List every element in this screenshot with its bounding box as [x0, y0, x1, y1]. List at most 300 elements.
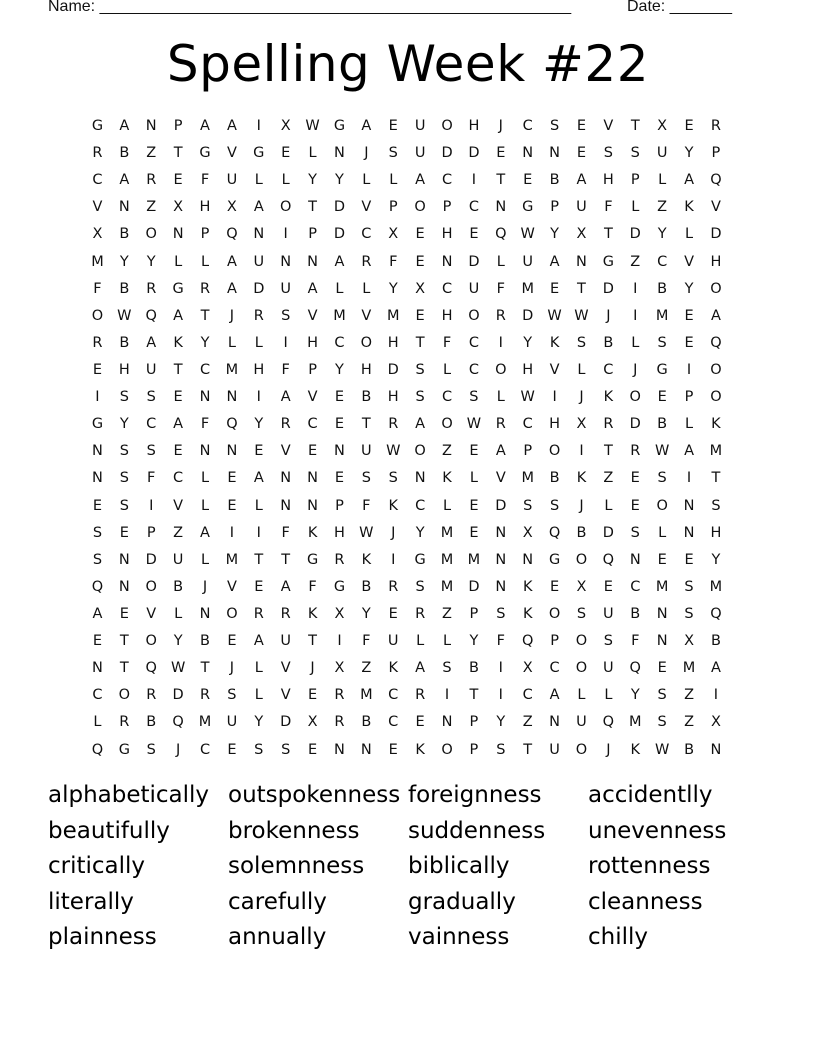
grid-letter[interactable]: I [95, 389, 100, 406]
grid-letter[interactable]: E [550, 280, 560, 297]
grid-letter[interactable]: H [199, 199, 211, 216]
grid-letter[interactable]: L [496, 253, 505, 270]
grid-letter[interactable]: L [469, 470, 478, 487]
grid-letter[interactable]: N [199, 605, 211, 622]
grid-letter[interactable]: X [710, 714, 721, 731]
grid-letter[interactable]: S [603, 145, 613, 162]
grid-letter[interactable]: J [391, 524, 396, 541]
grid-letter[interactable]: S [630, 145, 640, 162]
grid-letter[interactable]: Z [173, 524, 184, 541]
grid-letter[interactable]: Z [361, 660, 372, 677]
grid-letter[interactable]: E [469, 524, 479, 541]
grid-letter[interactable]: E [388, 605, 398, 622]
grid-letter[interactable]: D [333, 226, 346, 243]
grid-letter[interactable]: S [92, 551, 103, 568]
grid-letter[interactable]: E [657, 551, 667, 568]
grid-letter[interactable]: F [442, 334, 452, 351]
grid-letter[interactable]: D [333, 199, 346, 216]
grid-letter[interactable]: P [173, 118, 183, 134]
grid-letter[interactable]: H [441, 307, 453, 324]
grid-letter[interactable]: O [414, 199, 426, 216]
grid-letter[interactable]: V [226, 145, 237, 162]
grid-letter[interactable]: Q [602, 714, 615, 731]
grid-letter[interactable]: E [334, 470, 345, 487]
grid-letter[interactable]: I [686, 361, 692, 378]
grid-letter[interactable]: E [119, 524, 129, 541]
grid-letter[interactable]: F [362, 633, 371, 650]
grid-letter[interactable]: U [172, 551, 184, 568]
grid-letter[interactable]: P [469, 714, 479, 731]
grid-letter[interactable]: Y [254, 416, 264, 433]
grid-letter[interactable]: X [576, 578, 587, 595]
grid-letter[interactable]: Y [630, 687, 640, 704]
grid-letter[interactable]: T [415, 334, 425, 351]
grid-letter[interactable]: U [522, 253, 533, 270]
grid-letter[interactable]: O [548, 443, 561, 460]
grid-letter[interactable]: S [523, 497, 533, 514]
grid-letter[interactable]: C [199, 361, 211, 378]
grid-letter[interactable]: F [389, 253, 398, 270]
grid-letter[interactable]: N [334, 145, 345, 162]
grid-letter[interactable]: E [415, 714, 425, 731]
grid-letter[interactable]: O [441, 118, 453, 134]
grid-letter[interactable]: P [630, 172, 640, 189]
grid-letter[interactable]: D [280, 714, 292, 731]
grid-letter[interactable]: C [441, 389, 453, 406]
grid-letter[interactable]: N [495, 578, 507, 595]
grid-letter[interactable]: E [281, 145, 291, 162]
grid-letter[interactable]: P [335, 497, 344, 514]
grid-letter[interactable]: S [119, 497, 129, 514]
grid-letter[interactable]: I [579, 443, 584, 460]
grid-letter[interactable]: T [711, 470, 721, 487]
grid-letter[interactable]: F [604, 199, 613, 216]
grid-letter[interactable]: N [280, 253, 292, 270]
grid-letter[interactable]: A [710, 660, 721, 677]
grid-letter[interactable]: N [360, 741, 372, 758]
grid-letter[interactable]: E [92, 633, 103, 650]
grid-letter[interactable]: B [361, 714, 372, 731]
grid-letter[interactable]: R [280, 605, 291, 622]
grid-letter[interactable]: S [388, 145, 398, 162]
grid-letter[interactable]: F [496, 280, 505, 297]
grid-letter[interactable]: M [521, 470, 534, 487]
grid-letter[interactable]: E [227, 741, 237, 758]
grid-letter[interactable]: M [629, 714, 642, 731]
grid-letter[interactable]: H [549, 416, 561, 433]
grid-letter[interactable]: X [522, 660, 533, 677]
grid-letter[interactable]: I [391, 551, 396, 568]
grid-letter[interactable]: M [386, 307, 400, 324]
grid-letter[interactable]: Q [91, 578, 104, 595]
grid-letter[interactable]: K [307, 605, 318, 622]
grid-letter[interactable]: K [522, 605, 533, 622]
grid-letter[interactable]: L [362, 172, 371, 189]
grid-letter[interactable]: N [576, 253, 587, 270]
grid-letter[interactable]: I [633, 280, 638, 297]
grid-letter[interactable]: L [604, 497, 613, 514]
grid-letter[interactable]: X [92, 226, 103, 243]
grid-letter[interactable]: S [361, 470, 371, 487]
grid-letter[interactable]: E [92, 497, 103, 514]
grid-letter[interactable]: P [523, 443, 533, 460]
grid-letter[interactable]: H [334, 524, 345, 541]
grid-letter[interactable]: C [173, 470, 184, 487]
grid-letter[interactable]: M [655, 307, 669, 324]
grid-letter[interactable]: L [362, 280, 371, 297]
grid-letter[interactable]: B [468, 660, 479, 677]
grid-letter[interactable]: T [308, 633, 317, 650]
grid-letter[interactable]: X [576, 226, 587, 243]
grid-letter[interactable]: R [361, 253, 372, 270]
grid-letter[interactable]: J [633, 361, 638, 378]
grid-letter[interactable]: A [576, 172, 587, 189]
grid-letter[interactable]: M [521, 280, 534, 297]
grid-letter[interactable]: A [280, 578, 291, 595]
grid-letter[interactable]: P [308, 226, 317, 243]
grid-letter[interactable]: N [629, 551, 641, 568]
grid-letter[interactable]: I [283, 334, 288, 351]
grid-letter[interactable]: Y [550, 226, 560, 243]
grid-letter[interactable]: O [360, 334, 373, 351]
grid-letter[interactable]: Z [684, 687, 694, 704]
grid-letter[interactable]: Y [200, 334, 210, 351]
grid-letter[interactable]: R [495, 307, 506, 324]
grid-letter[interactable]: R [334, 714, 345, 731]
grid-letter[interactable]: N [118, 199, 130, 216]
grid-letter[interactable]: E [334, 389, 345, 406]
grid-letter[interactable]: X [684, 633, 694, 650]
grid-letter[interactable]: M [467, 551, 481, 568]
grid-letter[interactable]: N [226, 389, 238, 406]
grid-letter[interactable]: S [281, 307, 291, 324]
grid-letter[interactable]: A [334, 253, 345, 270]
grid-letter[interactable]: L [684, 226, 694, 243]
grid-letter[interactable]: E [415, 253, 425, 270]
grid-letter[interactable]: V [710, 199, 721, 216]
grid-letter[interactable]: U [468, 280, 480, 297]
grid-letter[interactable]: S [119, 389, 129, 406]
grid-letter[interactable]: L [416, 633, 425, 650]
grid-letter[interactable]: L [577, 361, 586, 378]
grid-letter[interactable]: H [602, 172, 614, 189]
grid-letter[interactable]: N [172, 226, 184, 243]
grid-letter[interactable]: D [145, 551, 157, 568]
grid-letter[interactable]: S [496, 741, 506, 758]
grid-letter[interactable]: B [200, 633, 210, 650]
grid-letter[interactable]: Q [548, 524, 561, 541]
grid-letter[interactable]: W [305, 118, 320, 134]
grid-letter[interactable]: V [280, 443, 291, 460]
grid-letter[interactable]: U [414, 145, 426, 162]
grid-letter[interactable]: D [495, 497, 507, 514]
grid-letter[interactable]: E [307, 687, 318, 704]
grid-letter[interactable]: J [202, 578, 208, 595]
grid-letter[interactable]: K [603, 389, 614, 406]
grid-letter[interactable]: L [174, 253, 183, 270]
grid-letter[interactable]: E [254, 578, 264, 595]
grid-letter[interactable]: F [281, 361, 290, 378]
grid-letter[interactable]: E [684, 307, 694, 324]
grid-letter[interactable]: E [523, 172, 533, 189]
grid-letter[interactable]: A [415, 172, 426, 189]
grid-letter[interactable]: Y [657, 226, 667, 243]
grid-letter[interactable]: X [576, 416, 587, 433]
grid-letter[interactable]: C [468, 334, 479, 351]
grid-letter[interactable]: L [389, 172, 398, 189]
grid-letter[interactable]: A [119, 172, 130, 189]
grid-letter[interactable]: Z [522, 714, 533, 731]
grid-letter[interactable]: J [606, 741, 611, 758]
grid-letter[interactable]: L [631, 199, 640, 216]
grid-letter[interactable]: J [175, 741, 181, 758]
grid-letter[interactable]: M [709, 578, 723, 595]
grid-letter[interactable]: Y [308, 172, 317, 189]
grid-letter[interactable]: N [495, 199, 507, 216]
grid-letter[interactable]: L [93, 714, 102, 731]
grid-letter[interactable]: C [441, 172, 453, 189]
grid-letter[interactable]: S [549, 497, 560, 514]
grid-letter[interactable]: W [170, 660, 186, 677]
grid-letter[interactable]: Q [172, 714, 184, 731]
grid-letter[interactable]: W [654, 443, 670, 460]
grid-letter[interactable]: Q [629, 660, 641, 677]
grid-letter[interactable]: R [146, 687, 157, 704]
grid-letter[interactable]: S [576, 605, 587, 622]
grid-letter[interactable]: N [226, 443, 238, 460]
grid-letter[interactable]: Y [119, 253, 129, 270]
grid-letter[interactable]: W [386, 443, 401, 460]
grid-letter[interactable]: W [574, 307, 589, 324]
grid-letter[interactable]: A [684, 443, 694, 460]
grid-letter[interactable]: S [146, 741, 156, 758]
grid-letter[interactable]: A [415, 416, 426, 433]
grid-letter[interactable]: H [253, 361, 265, 378]
grid-letter[interactable]: G [333, 118, 346, 134]
grid-letter[interactable]: M [333, 307, 346, 324]
grid-letter[interactable]: D [629, 226, 641, 243]
grid-letter[interactable]: X [334, 605, 345, 622]
grid-letter[interactable]: S [549, 118, 560, 134]
grid-letter[interactable]: R [199, 687, 211, 704]
grid-letter[interactable]: I [283, 226, 288, 243]
grid-letter[interactable]: Q [602, 551, 615, 568]
grid-letter[interactable]: N [92, 660, 103, 677]
grid-letter[interactable]: H [441, 226, 453, 243]
grid-letter[interactable]: C [468, 199, 479, 216]
grid-letter[interactable]: L [442, 361, 452, 378]
grid-letter[interactable]: J [579, 389, 584, 406]
grid-letter[interactable]: V [549, 361, 560, 378]
grid-letter[interactable]: E [254, 443, 264, 460]
grid-letter[interactable]: B [146, 714, 157, 731]
grid-letter[interactable]: G [522, 199, 534, 216]
grid-letter[interactable]: N [549, 145, 561, 162]
grid-letter[interactable]: N [495, 524, 507, 541]
grid-letter[interactable]: D [253, 280, 265, 297]
grid-letter[interactable]: T [308, 199, 317, 216]
grid-letter[interactable]: E [227, 470, 237, 487]
grid-letter[interactable]: E [469, 443, 479, 460]
grid-letter[interactable]: K [415, 741, 425, 758]
grid-letter[interactable]: W [654, 741, 670, 758]
grid-letter[interactable]: E [227, 497, 237, 514]
grid-letter[interactable]: W [547, 307, 562, 324]
grid-letter[interactable]: R [253, 307, 264, 324]
grid-letter[interactable]: G [414, 551, 426, 568]
grid-letter[interactable]: V [361, 199, 372, 216]
grid-letter[interactable]: E [92, 361, 103, 378]
grid-letter[interactable]: E [119, 605, 129, 622]
grid-letter[interactable]: Q [495, 226, 507, 243]
grid-letter[interactable]: L [227, 334, 236, 351]
grid-letter[interactable]: A [361, 118, 372, 134]
grid-letter[interactable]: N [92, 443, 103, 460]
grid-letter[interactable]: N [522, 551, 534, 568]
grid-letter[interactable]: D [710, 226, 722, 243]
grid-letter[interactable]: B [630, 605, 641, 622]
grid-letter[interactable]: C [388, 687, 399, 704]
grid-letter[interactable]: U [603, 605, 614, 622]
grid-letter[interactable]: N [710, 741, 722, 758]
grid-letter[interactable]: O [145, 226, 157, 243]
grid-letter[interactable]: L [200, 470, 210, 487]
grid-letter[interactable]: F [147, 470, 156, 487]
grid-letter[interactable]: Q [226, 416, 238, 433]
grid-letter[interactable]: D [387, 361, 399, 378]
grid-letter[interactable]: N [280, 497, 292, 514]
grid-letter[interactable]: C [468, 361, 479, 378]
grid-letter[interactable]: C [549, 660, 560, 677]
grid-letter[interactable]: G [91, 416, 104, 433]
grid-letter[interactable]: L [658, 524, 667, 541]
grid-letter[interactable]: E [469, 226, 479, 243]
grid-letter[interactable]: I [498, 660, 503, 677]
grid-letter[interactable]: O [145, 578, 157, 595]
grid-letter[interactable]: E [388, 741, 398, 758]
grid-letter[interactable]: N [414, 470, 426, 487]
grid-letter[interactable]: S [657, 334, 667, 351]
grid-letter[interactable]: Z [442, 443, 452, 460]
grid-letter[interactable]: C [388, 714, 399, 731]
grid-letter[interactable]: L [442, 497, 452, 514]
grid-letter[interactable]: A [226, 118, 237, 134]
grid-letter[interactable]: E [630, 497, 640, 514]
grid-letter[interactable]: Y [335, 172, 344, 189]
grid-letter[interactable]: S [711, 497, 721, 514]
grid-letter[interactable]: T [200, 660, 210, 677]
grid-letter[interactable]: L [254, 687, 263, 704]
grid-letter[interactable]: Y [496, 714, 506, 731]
grid-letter[interactable]: T [281, 551, 291, 568]
grid-letter[interactable]: H [710, 524, 722, 541]
grid-letter[interactable]: R [334, 687, 345, 704]
grid-letter[interactable]: L [577, 687, 586, 704]
grid-letter[interactable]: A [253, 470, 264, 487]
grid-letter[interactable]: X [334, 660, 345, 677]
grid-letter[interactable]: M [440, 524, 454, 541]
date-field[interactable]: Date: _______ [627, 0, 732, 15]
grid-letter[interactable]: Y [146, 253, 156, 270]
grid-letter[interactable]: S [657, 470, 667, 487]
grid-letter[interactable]: Y [361, 605, 371, 622]
grid-letter[interactable]: M [682, 660, 696, 677]
grid-letter[interactable]: S [388, 470, 398, 487]
grid-letter[interactable]: H [360, 361, 372, 378]
grid-letter[interactable]: R [92, 334, 103, 351]
grid-letter[interactable]: Z [442, 605, 452, 622]
grid-letter[interactable]: I [498, 687, 503, 704]
grid-letter[interactable]: S [415, 389, 425, 406]
grid-letter[interactable]: L [658, 172, 667, 189]
grid-letter[interactable]: B [119, 280, 130, 297]
grid-letter[interactable]: D [468, 578, 480, 595]
grid-letter[interactable]: S [254, 741, 264, 758]
grid-letter[interactable]: B [361, 578, 372, 595]
grid-letter[interactable]: D [172, 687, 184, 704]
grid-letter[interactable]: G [91, 118, 104, 134]
grid-letter[interactable]: R [415, 605, 426, 622]
grid-letter[interactable]: M [198, 714, 212, 731]
grid-letter[interactable]: C [441, 280, 453, 297]
grid-letter[interactable]: S [684, 578, 694, 595]
grid-letter[interactable]: G [172, 280, 184, 297]
grid-letter[interactable]: D [602, 524, 614, 541]
grid-letter[interactable]: S [684, 605, 694, 622]
grid-letter[interactable]: T [173, 361, 183, 378]
grid-letter[interactable]: G [602, 253, 614, 270]
grid-letter[interactable]: R [253, 605, 264, 622]
grid-letter[interactable]: Q [710, 172, 722, 189]
grid-letter[interactable]: P [388, 199, 398, 216]
grid-letter[interactable]: N [280, 470, 292, 487]
grid-letter[interactable]: N [683, 497, 695, 514]
grid-letter[interactable]: X [280, 118, 291, 134]
grid-letter[interactable]: R [603, 416, 614, 433]
grid-letter[interactable]: S [496, 605, 506, 622]
grid-letter[interactable]: G [548, 551, 561, 568]
grid-letter[interactable]: A [684, 172, 694, 189]
grid-letter[interactable]: T [577, 280, 586, 297]
grid-letter[interactable]: Q [710, 334, 722, 351]
grid-letter[interactable]: O [495, 361, 507, 378]
grid-letter[interactable]: R [388, 578, 399, 595]
grid-letter[interactable]: S [281, 741, 291, 758]
grid-letter[interactable]: P [550, 199, 559, 216]
grid-letter[interactable]: A [92, 605, 103, 622]
grid-letter[interactable]: V [603, 118, 614, 134]
grid-letter[interactable]: K [173, 334, 183, 351]
grid-letter[interactable]: V [307, 389, 318, 406]
grid-letter[interactable]: E [496, 145, 506, 162]
grid-letter[interactable]: A [307, 280, 318, 297]
grid-letter[interactable]: O [145, 633, 157, 650]
grid-letter[interactable]: S [603, 633, 613, 650]
grid-letter[interactable]: R [199, 280, 211, 297]
grid-letter[interactable]: X [522, 524, 533, 541]
grid-letter[interactable]: V [280, 660, 291, 677]
grid-letter[interactable]: C [146, 416, 157, 433]
grid-letter[interactable]: B [119, 145, 130, 162]
grid-letter[interactable]: U [226, 172, 238, 189]
grid-letter[interactable]: F [631, 633, 640, 650]
grid-letter[interactable]: N [307, 497, 318, 514]
grid-letter[interactable]: N [307, 470, 318, 487]
grid-letter[interactable]: K [711, 416, 721, 433]
grid-letter[interactable]: V [146, 605, 157, 622]
grid-letter[interactable]: B [173, 578, 184, 595]
grid-letter[interactable]: K [361, 551, 372, 568]
